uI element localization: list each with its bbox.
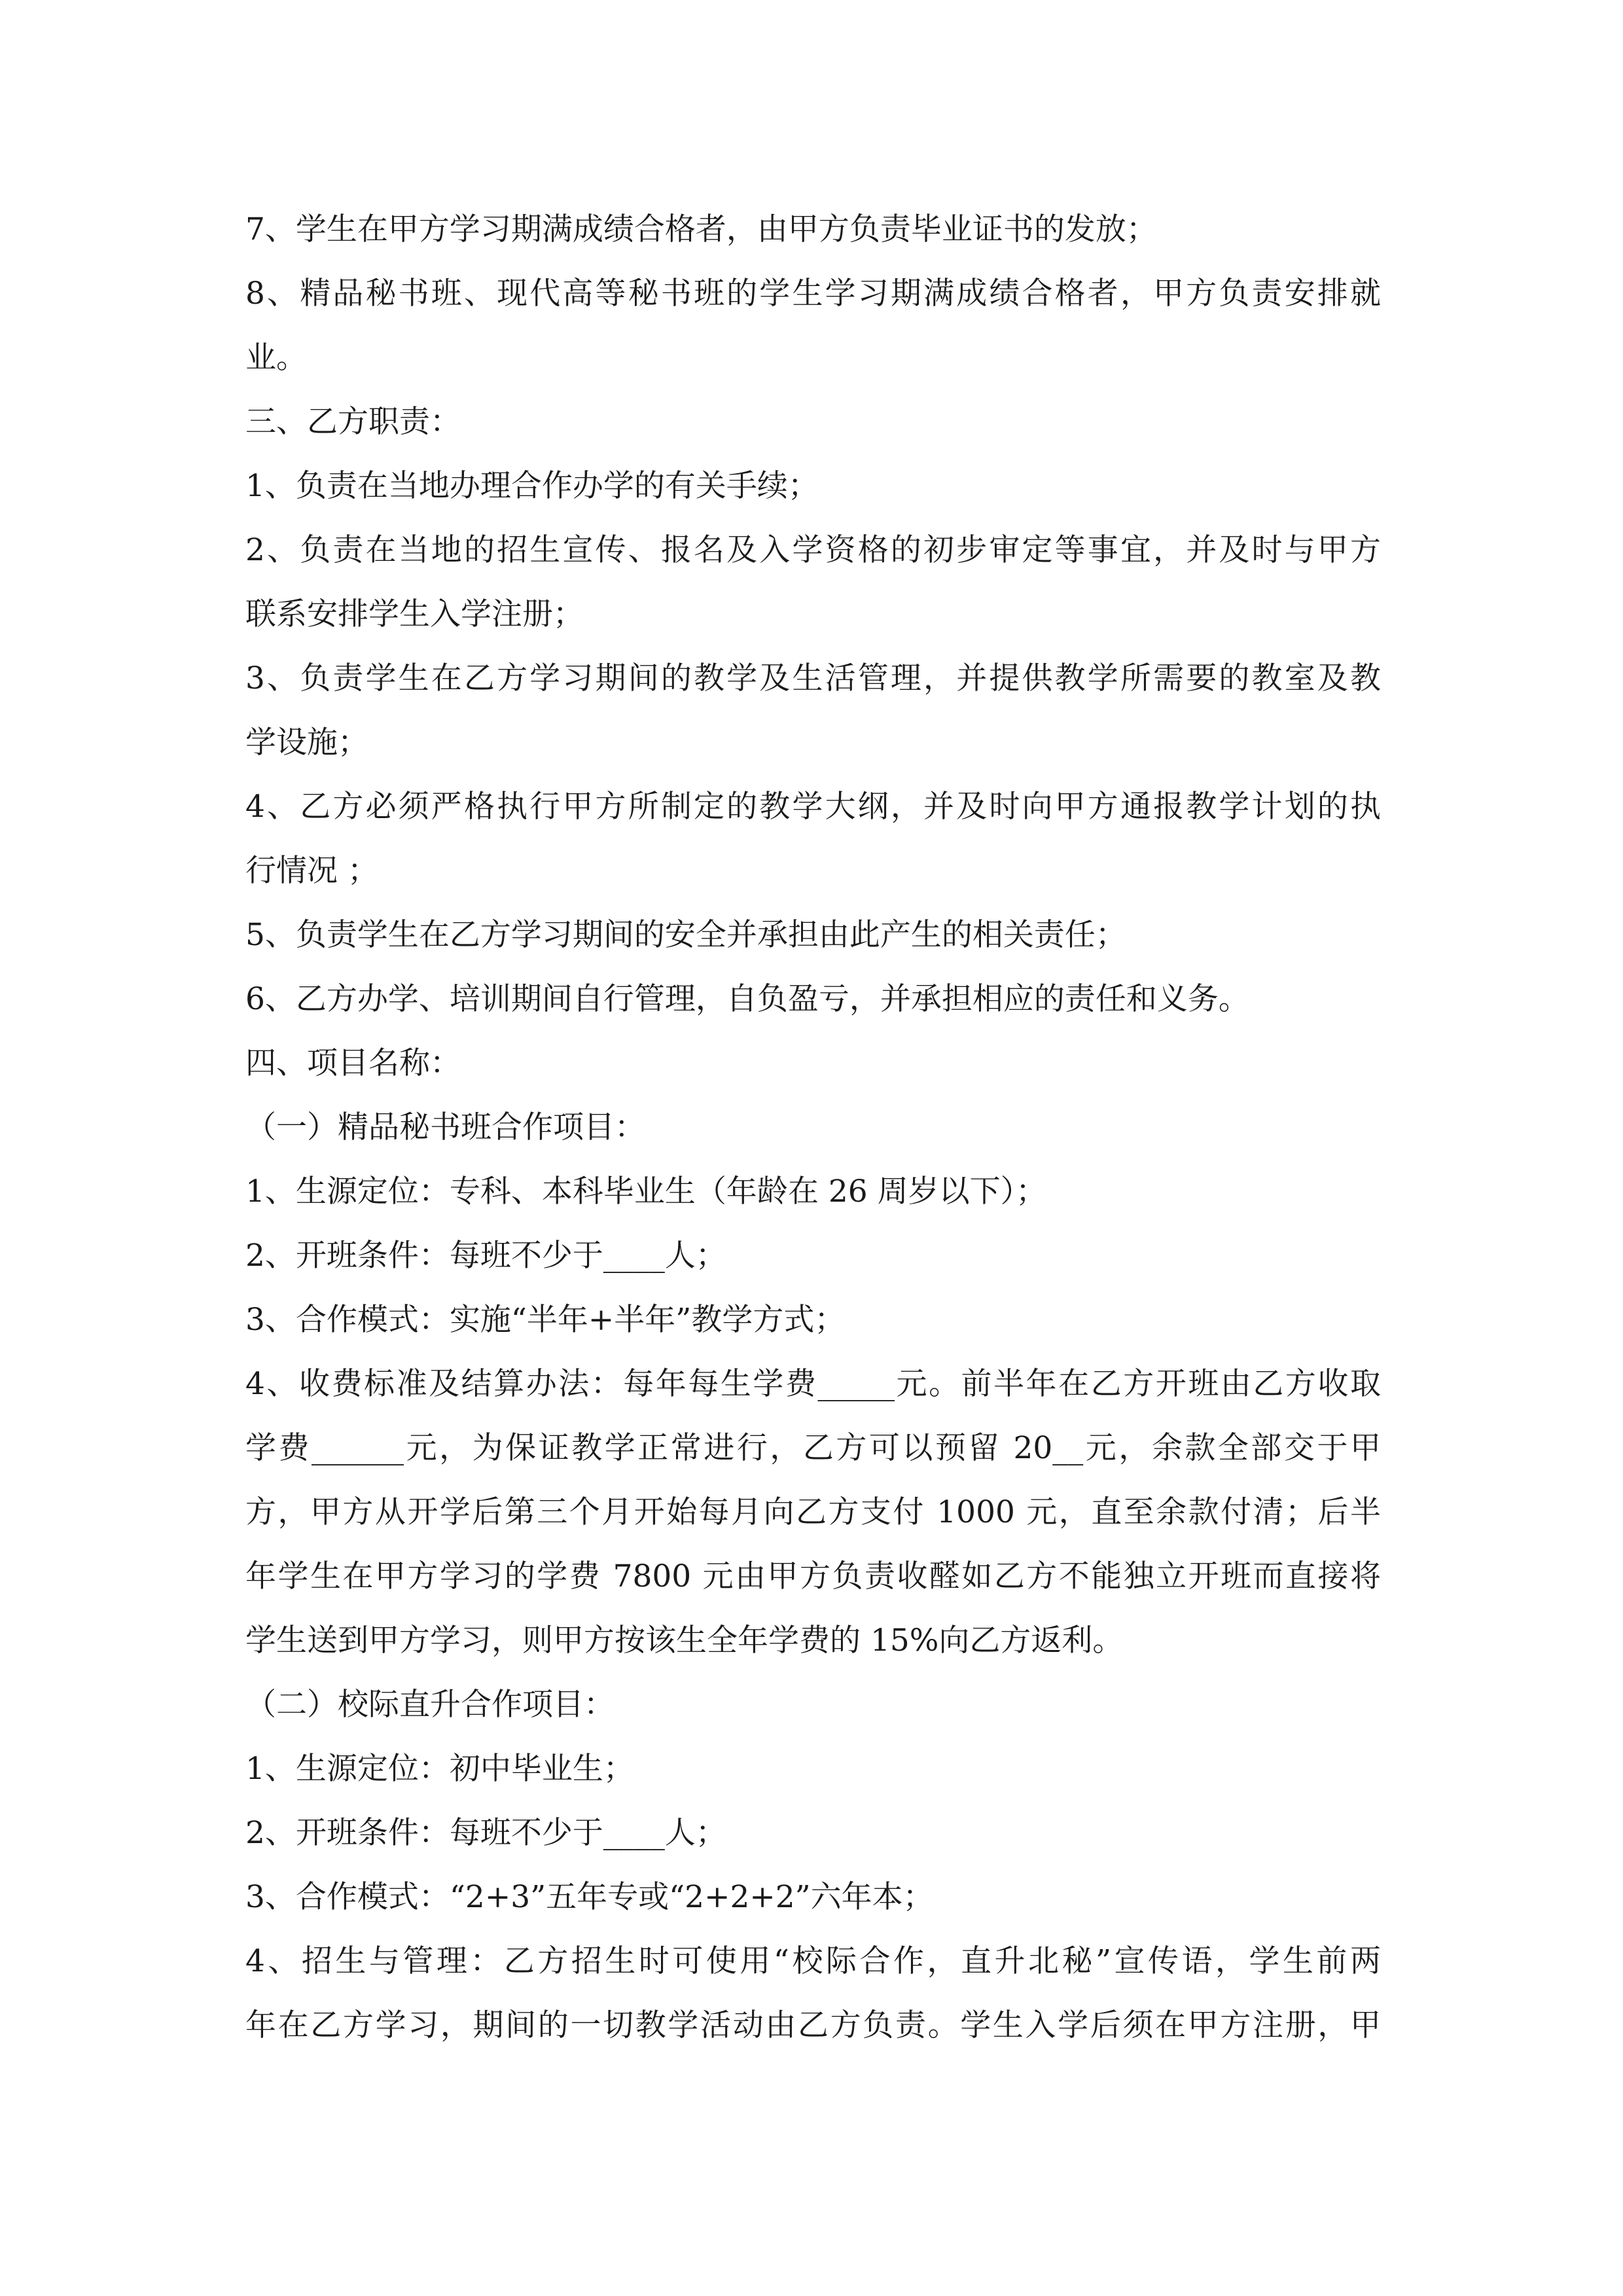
text-line: 1、生源定位：初中毕业生；: [245, 1751, 634, 1787]
text-line: 2、开班条件：每班不少于____人；: [245, 1238, 726, 1274]
text-line: 学设施；: [245, 725, 368, 761]
text-line: 7、学生在甲方学习期满成绩合格者，由甲方负责毕业证书的发放；: [245, 211, 1157, 247]
text-line: 5、负责学生在乙方学习期间的安全并承担由此产生的相关责任；: [245, 917, 1126, 953]
text-line: 2、开班条件：每班不少于____人；: [245, 1815, 726, 1851]
text-line: 2、负责在当地的招生宣传、报名及入学资格的初步审定等事宜，并及时与甲方: [245, 532, 1381, 568]
text-line: 4、收费标准及结算办法：每年每生学费_____元。前半年在乙方开班由乙方收取: [245, 1366, 1381, 1402]
text-line: 联系安排学生入学注册；: [245, 596, 584, 632]
text-line: 1、生源定位：专科、本科毕业生（年龄在 26 周岁以下）；: [245, 1174, 1047, 1210]
text-line: 3、合作模式：实施“半年+半年”教学方式；: [245, 1302, 846, 1338]
text-line: 年在乙方学习，期间的一切教学活动由乙方负责。学生入学后须在甲方注册，甲: [245, 2007, 1381, 2043]
text-line: 行情况 ；: [245, 853, 378, 889]
text-line: 1、负责在当地办理合作办学的有关手续；: [245, 468, 819, 504]
text-line: 3、合作模式：“2+3”五年专或“2+2+2”六年本；: [245, 1879, 934, 1915]
text-line: 6、乙方办学、培训期间自行管理，自负盈亏，并承担相应的责任和义务。: [245, 981, 1249, 1017]
text-line: 学费______元，为保证教学正常进行，乙方可以预留 20__元，余款全部交于甲: [245, 1430, 1381, 1466]
text-line: （一）精品秘书班合作项目：: [245, 1109, 645, 1145]
text-line: 8、精品秘书班、现代高等秘书班的学生学习期满成绩合格者，甲方负责安排就: [245, 276, 1381, 312]
document-body: [245, 198, 1381, 2058]
text-line: 4、乙方必须严格执行甲方所制定的教学大纲，并及时向甲方通报教学计划的执: [245, 789, 1381, 825]
text-line: 三、乙方职责：: [245, 404, 461, 440]
text-line: 方，甲方从开学后第三个月开始每月向乙方支付 1000 元，直至余款付清；后半: [245, 1494, 1381, 1530]
text-line: 学生送到甲方学习，则甲方按该生全年学费的 15%向乙方返利。: [245, 1623, 1124, 1659]
text-line: （二）校际直升合作项目：: [245, 1687, 615, 1723]
text-line: 3、负责学生在乙方学习期间的教学及生活管理，并提供教学所需要的教室及教: [245, 660, 1381, 696]
text-line: 年学生在甲方学习的学费 7800 元由甲方负责收醛如乙方不能独立开班而直接将: [245, 1558, 1381, 1594]
text-line: 四、项目名称：: [245, 1045, 461, 1081]
text-line: 业。: [245, 340, 307, 376]
text-line: 4、招生与管理：乙方招生时可使用“校际合作，直升北秘”宣传语，学生前两: [245, 1943, 1381, 1979]
